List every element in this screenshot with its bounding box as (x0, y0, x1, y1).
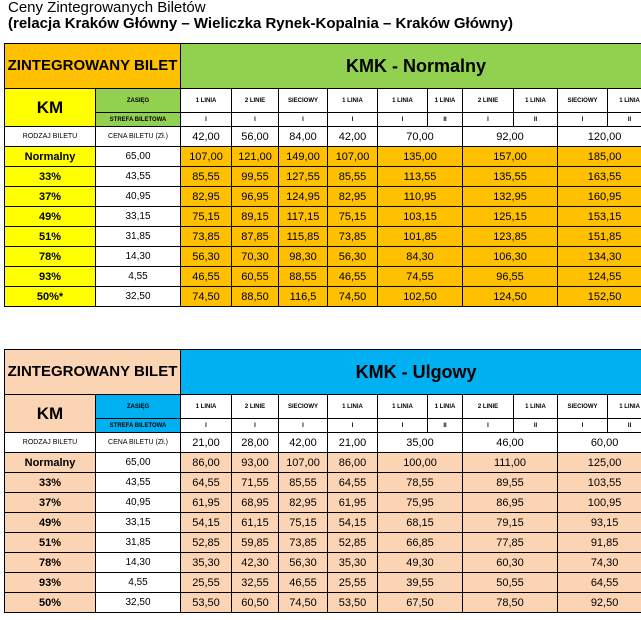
combined-price: 106,30 (463, 247, 558, 267)
combined-price: 86,00 (181, 453, 232, 473)
combined-price: 68,95 (232, 493, 279, 513)
combined-price: 82,95 (328, 187, 378, 207)
strefa-value: I (378, 113, 428, 127)
km-label: KM (5, 395, 96, 433)
strefa-value: I (328, 419, 378, 433)
strefa-value: I (463, 113, 514, 127)
discount-label: 49% (5, 513, 96, 533)
zone-label: SIECIOWY (558, 395, 608, 419)
zintegrowany-bilet-header: ZINTEGROWANY BILET (5, 44, 181, 89)
zone-label: 1 LINIA (378, 89, 428, 113)
strefa-value: II (608, 113, 641, 127)
combined-price: 35,30 (328, 553, 378, 573)
zone-label: 1 LINIA (378, 395, 428, 419)
km-label: KM (5, 89, 96, 127)
zone-label: 2 LINIE (463, 89, 514, 113)
kmk-title: KMK - Ulgowy (181, 350, 641, 395)
combined-price: 85,55 (279, 473, 328, 493)
table-row (5, 267, 641, 287)
strefa-value: I (328, 113, 378, 127)
kmk-price: 92,00 (463, 127, 558, 147)
km-base-price: 31,85 (96, 533, 181, 553)
combined-price: 49,30 (378, 553, 463, 573)
combined-price: 125,00 (558, 453, 641, 473)
combined-price: 93,00 (232, 453, 279, 473)
zasieg-label: ZASIĘG (96, 395, 181, 419)
table-row (5, 533, 641, 553)
kmk-price: 70,00 (378, 127, 463, 147)
zone-label: SIECIOWY (279, 89, 328, 113)
discount-label: 78% (5, 247, 96, 267)
combined-price: 39,55 (378, 573, 463, 593)
combined-price: 92,50 (558, 593, 641, 613)
combined-price: 86,00 (328, 453, 378, 473)
combined-price: 64,55 (328, 473, 378, 493)
strefa-value: I (378, 419, 428, 433)
km-base-price: 4,55 (96, 573, 181, 593)
cena-biletu-label: CENA BILETU (Zł.) (96, 433, 181, 453)
combined-price: 124,55 (558, 267, 641, 287)
combined-price: 25,55 (328, 573, 378, 593)
combined-price: 46,55 (328, 267, 378, 287)
combined-price: 64,55 (181, 473, 232, 493)
combined-price: 84,30 (378, 247, 463, 267)
discount-label: 33% (5, 167, 96, 187)
combined-price: 116,5 (279, 287, 328, 307)
combined-price: 135,00 (378, 147, 463, 167)
combined-price: 100,95 (558, 493, 641, 513)
combined-price: 42,30 (232, 553, 279, 573)
combined-price: 67,50 (378, 593, 463, 613)
combined-price: 127,55 (279, 167, 328, 187)
combined-price: 73,85 (279, 533, 328, 553)
combined-price: 32,55 (232, 573, 279, 593)
combined-price: 100,00 (378, 453, 463, 473)
table-row (5, 287, 641, 307)
combined-price: 103,55 (558, 473, 641, 493)
kmk-price: 28,00 (232, 433, 279, 453)
km-base-price: 33,15 (96, 207, 181, 227)
combined-price: 46,55 (279, 573, 328, 593)
kmk-price: 120,00 (558, 127, 641, 147)
combined-price: 54,15 (328, 513, 378, 533)
zone-label: 1 LINIA (328, 395, 378, 419)
km-base-price: 40,95 (96, 493, 181, 513)
combined-price: 117,15 (279, 207, 328, 227)
combined-price: 25,55 (181, 573, 232, 593)
zintegrowany-bilet-header: ZINTEGROWANY BILET (5, 350, 181, 395)
combined-price: 66,85 (378, 533, 463, 553)
combined-price: 88,55 (279, 267, 328, 287)
combined-price: 152,50 (558, 287, 641, 307)
zone-label: 1 LINIA (514, 89, 558, 113)
combined-price: 56,30 (181, 247, 232, 267)
strefa-value: II (428, 419, 463, 433)
combined-price: 64,55 (558, 573, 641, 593)
combined-price: 56,30 (279, 553, 328, 573)
combined-price: 75,95 (378, 493, 463, 513)
combined-price: 149,00 (279, 147, 328, 167)
combined-price: 185,00 (558, 147, 641, 167)
combined-price: 60,30 (463, 553, 558, 573)
combined-price: 73,85 (328, 227, 378, 247)
combined-price: 89,55 (463, 473, 558, 493)
combined-price: 115,85 (279, 227, 328, 247)
combined-price: 85,55 (181, 167, 232, 187)
discount-label: 37% (5, 187, 96, 207)
strefa-value: I (232, 419, 279, 433)
strefa-value: I (181, 113, 232, 127)
combined-price: 96,55 (463, 267, 558, 287)
strefa-label: STREFA BILETOWA (96, 419, 181, 433)
combined-price: 132,95 (463, 187, 558, 207)
combined-price: 75,15 (328, 207, 378, 227)
combined-price: 107,00 (279, 453, 328, 473)
combined-price: 78,55 (378, 473, 463, 493)
discount-label: 37% (5, 493, 96, 513)
table-row (5, 147, 641, 167)
km-base-price: 65,00 (96, 147, 181, 167)
kmk-price: 42,00 (279, 433, 328, 453)
combined-price: 74,55 (378, 267, 463, 287)
zone-label: 2 LINIE (232, 395, 279, 419)
combined-price: 53,50 (181, 593, 232, 613)
combined-price: 61,95 (328, 493, 378, 513)
combined-price: 102,50 (378, 287, 463, 307)
zone-label: 1 LINIA (181, 89, 232, 113)
strefa-value: II (514, 113, 558, 127)
combined-price: 107,00 (328, 147, 378, 167)
zone-label: 2 LINIE (232, 89, 279, 113)
discount-label: 93% (5, 267, 96, 287)
km-base-price: 32,50 (96, 287, 181, 307)
combined-price: 134,30 (558, 247, 641, 267)
combined-price: 157,00 (463, 147, 558, 167)
combined-price: 124,95 (279, 187, 328, 207)
kmk-price: 21,00 (181, 433, 232, 453)
table-row (5, 207, 641, 227)
combined-price: 74,50 (181, 287, 232, 307)
zone-label: 2 LINIE (463, 395, 514, 419)
strefa-value: I (181, 419, 232, 433)
combined-price: 125,15 (463, 207, 558, 227)
combined-price: 98,30 (279, 247, 328, 267)
table-row (5, 513, 641, 533)
strefa-value: II (514, 419, 558, 433)
table-row (5, 187, 641, 207)
combined-price: 88,50 (232, 287, 279, 307)
strefa-value: I (232, 113, 279, 127)
km-base-price: 32,50 (96, 593, 181, 613)
combined-price: 96,95 (232, 187, 279, 207)
rodzaj-biletu-label: RODZAJ BILETU (5, 433, 96, 453)
strefa-value: II (428, 113, 463, 127)
km-base-price: 40,95 (96, 187, 181, 207)
kmk-price: 46,00 (463, 433, 558, 453)
table-row (5, 473, 641, 493)
combined-price: 61,95 (181, 493, 232, 513)
combined-price: 52,85 (328, 533, 378, 553)
discount-label: 33% (5, 473, 96, 493)
combined-price: 75,15 (279, 513, 328, 533)
kmk-price: 42,00 (181, 127, 232, 147)
price-table-normalny (4, 43, 641, 307)
combined-price: 135,55 (463, 167, 558, 187)
zone-label: 1 LINIA (428, 395, 463, 419)
combined-price: 82,95 (279, 493, 328, 513)
strefa-value: II (608, 419, 641, 433)
combined-price: 113,55 (378, 167, 463, 187)
combined-price: 77,85 (463, 533, 558, 553)
zone-label: SIECIOWY (558, 89, 608, 113)
zone-label: 1 LINIA (328, 89, 378, 113)
strefa-value: I (463, 419, 514, 433)
combined-price: 53,50 (328, 593, 378, 613)
table-row (5, 227, 641, 247)
combined-price: 111,00 (463, 453, 558, 473)
discount-label: Normalny (5, 147, 96, 167)
cena-biletu-label: CENA BILETU (Zł.) (96, 127, 181, 147)
discount-label: 49% (5, 207, 96, 227)
table-row (5, 573, 641, 593)
page-subtitle: (relacja Kraków Główny – Wieliczka Rynek-Kopalnia – Kraków Główny) (8, 15, 514, 32)
kmk-price: 21,00 (328, 433, 378, 453)
combined-price: 54,15 (181, 513, 232, 533)
discount-label: 93% (5, 573, 96, 593)
discount-label: 51% (5, 533, 96, 553)
table-row (5, 493, 641, 513)
zone-label: 1 LINIA (181, 395, 232, 419)
zone-label: 1 LINIA (428, 89, 463, 113)
combined-price: 153,15 (558, 207, 641, 227)
discount-label: Normalny (5, 453, 96, 473)
km-base-price: 4,55 (96, 267, 181, 287)
table-row (5, 247, 641, 267)
combined-price: 91,85 (558, 533, 641, 553)
discount-label: 50% (5, 593, 96, 613)
combined-price: 86,95 (463, 493, 558, 513)
strefa-value: I (279, 419, 328, 433)
combined-price: 101,85 (378, 227, 463, 247)
combined-price: 46,55 (181, 267, 232, 287)
combined-price: 124,50 (463, 287, 558, 307)
combined-price: 35,30 (181, 553, 232, 573)
strefa-value: I (279, 113, 328, 127)
kmk-price: 56,00 (232, 127, 279, 147)
discount-label: 50%* (5, 287, 96, 307)
combined-price: 107,00 (181, 147, 232, 167)
zasieg-label: ZASIĘG (96, 89, 181, 113)
discount-label: 51% (5, 227, 96, 247)
combined-price: 85,55 (328, 167, 378, 187)
combined-price: 56,30 (328, 247, 378, 267)
table-row (5, 167, 641, 187)
combined-price: 60,50 (232, 593, 279, 613)
combined-price: 61,15 (232, 513, 279, 533)
combined-price: 73,85 (181, 227, 232, 247)
combined-price: 99,55 (232, 167, 279, 187)
km-base-price: 43,55 (96, 167, 181, 187)
km-base-price: 43,55 (96, 473, 181, 493)
combined-price: 74,30 (558, 553, 641, 573)
combined-price: 74,50 (328, 287, 378, 307)
km-base-price: 14,30 (96, 553, 181, 573)
combined-price: 71,55 (232, 473, 279, 493)
combined-price: 52,85 (181, 533, 232, 553)
km-base-price: 33,15 (96, 513, 181, 533)
kmk-title: KMK - Normalny (181, 44, 641, 89)
strefa-value: I (558, 113, 608, 127)
combined-price: 87,85 (232, 227, 279, 247)
combined-price: 163,55 (558, 167, 641, 187)
page-title: Ceny Zintegrowanych Biletów (8, 0, 206, 16)
discount-label: 78% (5, 553, 96, 573)
rodzaj-biletu-label: RODZAJ BILETU (5, 127, 96, 147)
km-base-price: 14,30 (96, 247, 181, 267)
table-row (5, 593, 641, 613)
combined-price: 74,50 (279, 593, 328, 613)
combined-price: 75,15 (181, 207, 232, 227)
km-base-price: 65,00 (96, 453, 181, 473)
table-row (5, 553, 641, 573)
combined-price: 60,55 (232, 267, 279, 287)
table-row (5, 453, 641, 473)
strefa-value: I (558, 419, 608, 433)
zone-label: 1 LINIA (608, 89, 641, 113)
zone-label: 1 LINIA (514, 395, 558, 419)
combined-price: 50,55 (463, 573, 558, 593)
combined-price: 160,95 (558, 187, 641, 207)
combined-price: 59,85 (232, 533, 279, 553)
combined-price: 89,15 (232, 207, 279, 227)
combined-price: 151,85 (558, 227, 641, 247)
kmk-price: 84,00 (279, 127, 328, 147)
combined-price: 68,15 (378, 513, 463, 533)
combined-price: 82,95 (181, 187, 232, 207)
zone-label: SIECIOWY (279, 395, 328, 419)
strefa-label: STREFA BILETOWA (96, 113, 181, 127)
combined-price: 93,15 (558, 513, 641, 533)
zone-label: 1 LINIA (608, 395, 641, 419)
combined-price: 121,00 (232, 147, 279, 167)
kmk-price: 60,00 (558, 433, 641, 453)
km-base-price: 31,85 (96, 227, 181, 247)
combined-price: 110,95 (378, 187, 463, 207)
combined-price: 123,85 (463, 227, 558, 247)
kmk-price: 35,00 (378, 433, 463, 453)
combined-price: 78,50 (463, 593, 558, 613)
combined-price: 79,15 (463, 513, 558, 533)
combined-price: 70,30 (232, 247, 279, 267)
kmk-price: 42,00 (328, 127, 378, 147)
price-table-ulgowy (4, 349, 641, 613)
combined-price: 103,15 (378, 207, 463, 227)
